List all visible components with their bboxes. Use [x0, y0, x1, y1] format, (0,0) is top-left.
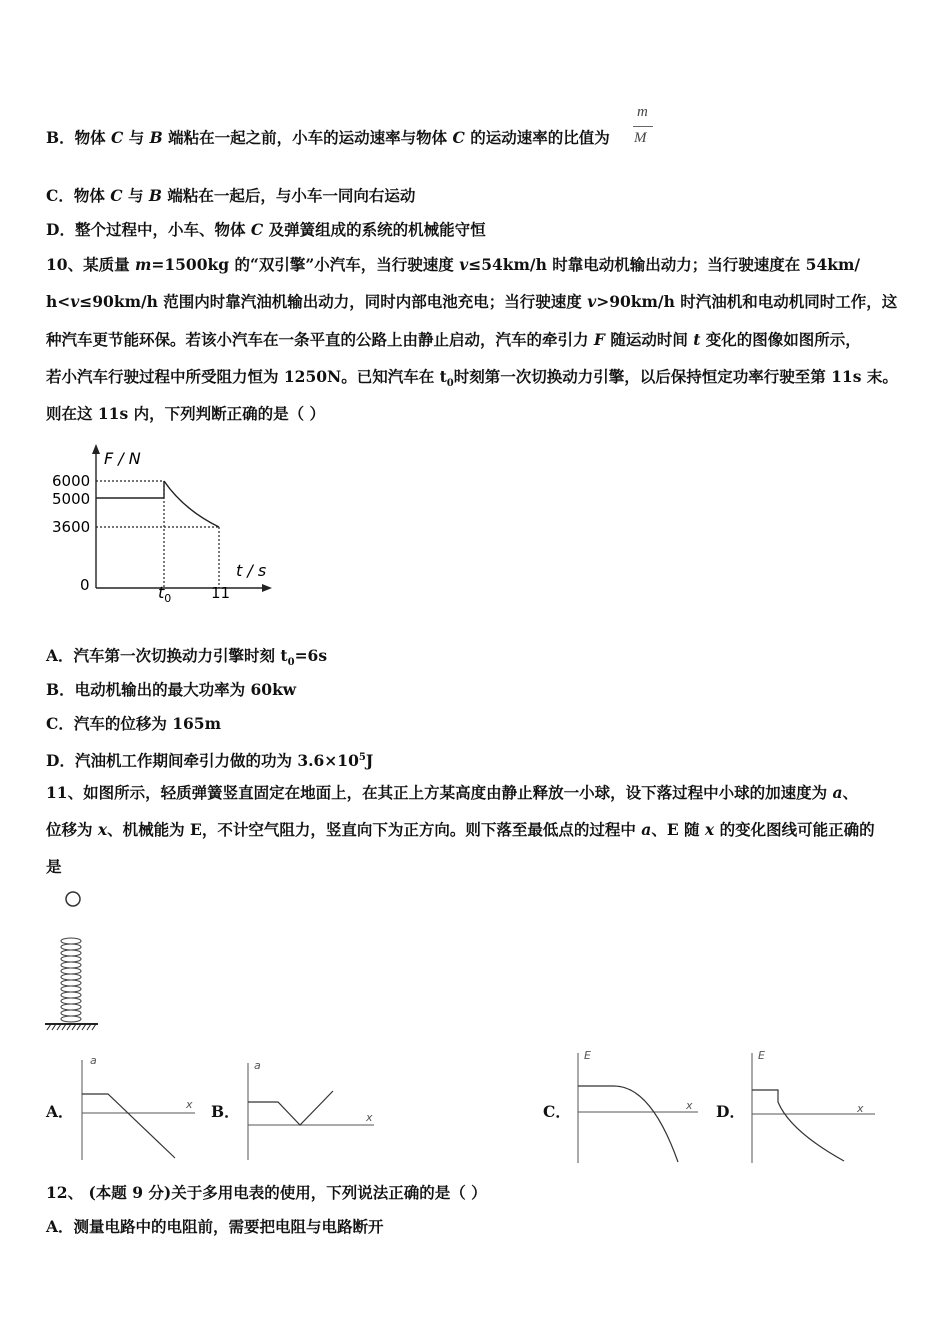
x-axis-label: x: [686, 1099, 693, 1112]
y-tick-5000: 5000: [52, 490, 91, 508]
fraction-bar: [633, 126, 653, 127]
q11-option-a-label: A．: [46, 1102, 74, 1121]
q11-option-d-graph: [740, 1045, 880, 1165]
y-axis-label: a: [90, 1054, 97, 1067]
ball-icon: [66, 892, 80, 906]
fraction-denominator: M: [634, 130, 647, 146]
q10-stem-line5: 则在这 11s 内，下列判断正确的是（ ）: [46, 404, 325, 423]
q9-option-c: C．物体 C 与 B 端粘在一起后，与小车一同向右运动: [46, 186, 416, 205]
force-time-graph: [44, 440, 274, 610]
q10-option-c: C．汽车的位移为 165m: [46, 714, 221, 733]
a-vs-x-curve: [82, 1094, 175, 1158]
q11-option-b-graph: [236, 1055, 381, 1165]
fraction-numerator: m: [637, 104, 648, 120]
spring-ball-figure: [40, 885, 110, 1035]
x-tick-11: 11: [211, 584, 231, 602]
q10-stem-line1: 10、某质量 m=1500kg 的“双引擎”小汽车，当行驶速度 v≤54km/h 时靠电动机输出动力；当行驶速度在 54km/: [46, 255, 861, 274]
y-axis-label: E: [758, 1049, 765, 1062]
q11-option-c-graph: [566, 1045, 706, 1165]
q11-stem-line3: 是: [46, 857, 62, 876]
y-axis-arrow-icon: [92, 444, 100, 454]
x-axis-label: x: [186, 1098, 193, 1111]
e-vs-x-curve: [752, 1090, 844, 1161]
y-tick-6000: 6000: [52, 472, 91, 490]
q11-option-c-label: C．: [543, 1102, 571, 1121]
q10-stem-line3: 种汽车更节能环保。若该小汽车在一条平直的公路上由静止启动，汽车的牵引力 F 随运动时间 t 变化的图像如图所示，: [46, 330, 861, 349]
q10-option-b: B．电动机输出的最大功率为 60kw: [46, 680, 297, 699]
q10-option-a: A．汽车第一次切换动力引擎时刻 $t_0=6s$: [46, 646, 328, 669]
x-axis-arrow-icon: [262, 584, 272, 592]
x-tick-t0: $t_0$: [158, 583, 172, 605]
q9-option-b: B．物体 C 与 B 端粘在一起之前，小车的运动速率与物体 C 的运动速率的比值为: [46, 128, 610, 147]
q11-option-b-label: B．: [211, 1102, 240, 1121]
y-tick-3600: 3600: [52, 518, 91, 536]
q11-option-d-label: D．: [716, 1102, 745, 1121]
q10-option-d: D．汽油机工作期间牵引力做的功为 $3.6\times 10^5J$: [46, 751, 374, 771]
origin-label: 0: [80, 576, 90, 594]
y-axis-label: E: [584, 1049, 591, 1062]
x-axis-label: x: [857, 1102, 864, 1115]
y-axis-label: F / N: [104, 449, 141, 468]
q9-option-d: D．整个过程中，小车、物体 C 及弹簧组成的系统的机械能守恒: [46, 220, 486, 239]
e-vs-x-curve: [578, 1086, 678, 1162]
q10-stem-line2: h<v≤90km/h 范围内时靠汽油机输出动力，同时内部电池充电；当行驶速度 v>90km/h 时汽油机和电动机同时工作，这: [46, 292, 898, 311]
x-axis-label: t / s: [236, 561, 267, 580]
q11-option-a-graph: [70, 1050, 200, 1165]
spring-icon: [61, 938, 81, 1022]
x-axis-label: x: [366, 1111, 373, 1124]
constant-power-curve: [164, 481, 219, 527]
q11-stem-line2: 位移为 x、机械能为 E，不计空气阻力，竖直向下为正方向。则下落至最低点的过程中 a、E 随 x 的变化图线可能正确的: [46, 820, 875, 839]
y-axis-label: a: [254, 1059, 261, 1072]
q12-option-a: A．测量电路中的电阻前，需要把电阻与电路断开: [46, 1217, 384, 1236]
a-vs-x-curve: [248, 1091, 333, 1125]
q11-stem-line1: 11、如图所示，轻质弹簧竖直固定在地面上，在其正上方某高度由静止释放一小球，设下落过程中小球的加速度为 a、: [46, 783, 859, 802]
q10-stem-line4: 若小汽车行驶过程中所受阻力恒为 1250N。已知汽车在 $t_0$时刻第一次切换动力引擎，以后保持恒定功率行驶至第 11s 末。: [46, 367, 898, 390]
q12-stem: 12、 (本题 9 分)关于多用电表的使用，下列说法正确的是（ ）: [46, 1183, 487, 1202]
